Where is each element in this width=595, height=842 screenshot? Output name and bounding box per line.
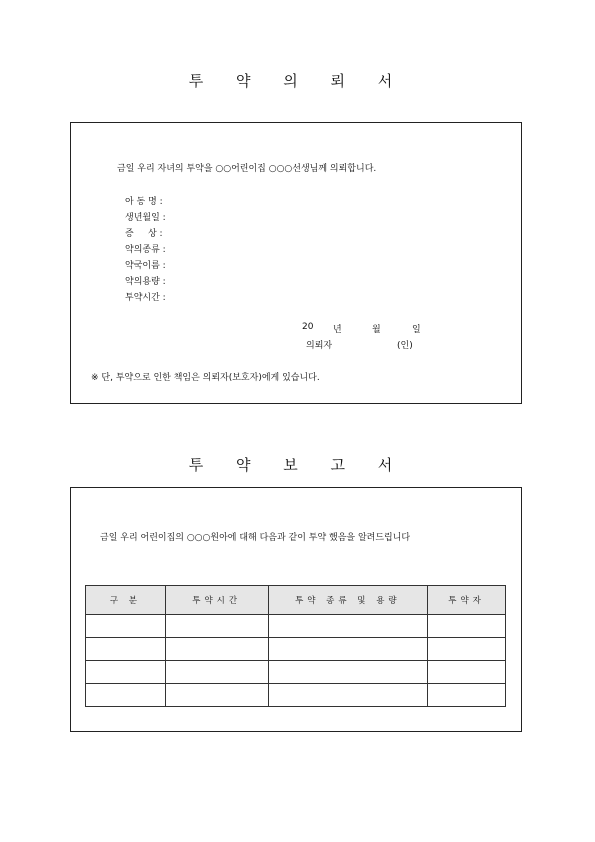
request-intro: 금일 우리 자녀의 투약을 ○○어린이집 ○○○선생님께 의뢰합니다. xyxy=(117,164,377,174)
request-title: 투 약 의 뢰 서 xyxy=(188,72,407,90)
column-header-administrator: 투약자 xyxy=(428,586,506,615)
column-header-category: 구 분 xyxy=(86,586,166,615)
seal-label: (인) xyxy=(397,341,413,351)
table-cell xyxy=(268,684,428,707)
column-header-time: 투약시간 xyxy=(165,586,268,615)
date-day-unit: 일 xyxy=(412,325,421,335)
table-row xyxy=(86,661,506,684)
report-table-header xyxy=(86,586,506,615)
table-cell xyxy=(268,661,428,684)
table-cell xyxy=(165,661,268,684)
table-cell xyxy=(86,615,166,638)
table-row xyxy=(86,684,506,707)
table-row xyxy=(86,615,506,638)
responsibility-note: ※ 단, 투약으로 인한 책임은 의뢰자(보호자)에게 있습니다. xyxy=(91,373,320,383)
table-cell xyxy=(86,684,166,707)
column-header-type-dosage: 투약 종류 및 용량 xyxy=(268,586,428,615)
date-month-unit: 월 xyxy=(372,325,381,335)
table-cell xyxy=(268,638,428,661)
request-field-label: 생년월일 : xyxy=(125,213,166,223)
request-field-label: 투약시간 : xyxy=(125,293,166,303)
report-intro: 금일 우리 어린이집의 ○○○원아에 대해 다음과 같이 투약 했음을 알려드립니다 xyxy=(100,533,411,543)
request-field-label: 약의종류 : xyxy=(125,245,166,255)
request-field-row xyxy=(125,290,175,303)
request-field-row xyxy=(125,258,175,271)
table-cell xyxy=(165,684,268,707)
requester-label: 의뢰자 xyxy=(306,341,333,351)
table-row xyxy=(86,638,506,661)
request-field-row xyxy=(125,194,175,207)
table-cell xyxy=(86,638,166,661)
table-cell xyxy=(428,638,506,661)
report-title: 투 약 보 고 서 xyxy=(188,456,407,474)
request-field-row xyxy=(125,210,175,223)
request-field-label: 약의용량 : xyxy=(125,277,166,287)
request-field-label: 아 동 명 : xyxy=(125,197,163,207)
request-field-label: 약국이름 : xyxy=(125,261,166,271)
table-cell xyxy=(165,638,268,661)
date-year: 20 xyxy=(302,322,314,332)
date-year-unit: 년 xyxy=(333,325,342,335)
request-field-row xyxy=(125,226,175,239)
table-cell xyxy=(428,661,506,684)
request-field-row xyxy=(125,274,175,287)
table-cell xyxy=(268,615,428,638)
table-cell xyxy=(428,684,506,707)
table-cell xyxy=(428,615,506,638)
table-cell xyxy=(86,661,166,684)
report-table xyxy=(85,585,506,707)
request-field-row xyxy=(125,242,175,255)
request-field-label: 증 상 : xyxy=(125,229,163,239)
table-cell xyxy=(165,615,268,638)
